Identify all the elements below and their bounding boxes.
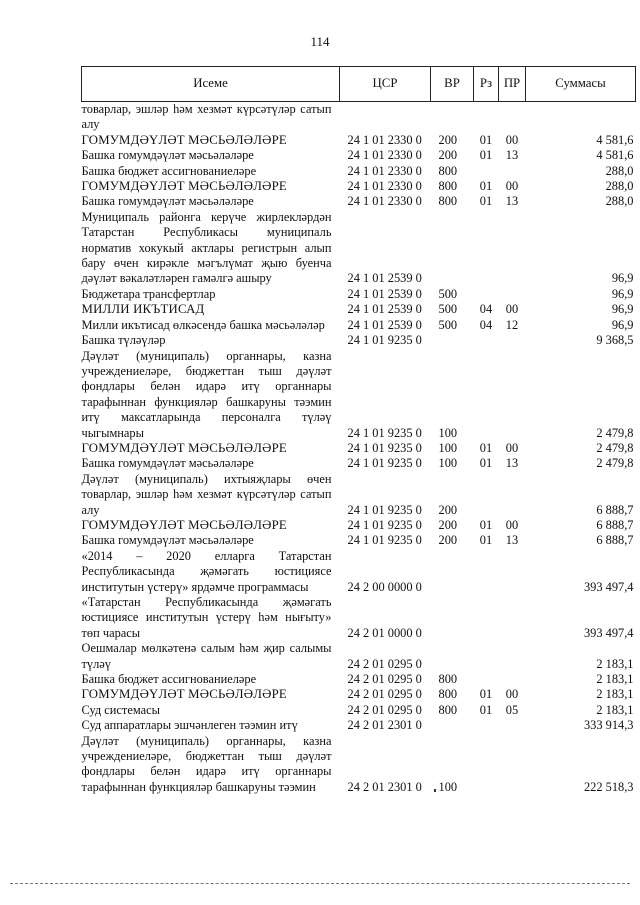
row-pr: 12 (505, 317, 519, 332)
row-csr: 24 1 01 9235 0 (347, 533, 422, 548)
row-rz: 04 (479, 302, 493, 317)
table-row (82, 102, 636, 133)
row-rz: 01 (479, 533, 493, 548)
row-rz: 01 (479, 440, 493, 455)
row-pr (499, 641, 526, 672)
table-row (82, 164, 636, 179)
row-csr: 24 1 01 9235 0 (347, 440, 422, 455)
row-pr (499, 549, 526, 595)
row-name: Муниципаль районга керүче жирлекләрдән Татарстан Республикасы муниципаль норматив хокукый актлары регистрын алып бару өчен кирәкле мәгълүмат җыю буенча дәүләт вәкаләтләрен гамәлгә ашыру (81, 209, 332, 286)
row-name: Башка бюджет ассигнованиеләре (81, 163, 257, 178)
row-name: Дәүләт (муниципаль) ихтыяҗлары өчен товарлар, эшләр һәм хезмәт күрсәтүләр сатып алу (81, 471, 332, 517)
row-pr: 13 (505, 148, 519, 163)
header-vr: ВР (431, 67, 474, 102)
row-sum: 4 581,6 (596, 132, 634, 147)
table-row (82, 703, 636, 718)
row-rz (474, 210, 499, 287)
table-row (82, 641, 636, 672)
table-row (82, 133, 636, 148)
row-csr: 24 2 01 0295 0 (347, 672, 422, 687)
row-vr: 200 (438, 533, 458, 548)
row-pr (499, 102, 526, 133)
row-pr (499, 672, 526, 687)
row-sum: 2 479,8 (596, 425, 634, 440)
row-pr: 13 (505, 456, 519, 471)
row-csr: 24 1 01 2330 0 (347, 148, 422, 163)
table-row (82, 518, 636, 533)
row-vr: 200 (438, 132, 458, 147)
row-name: Суд системасы (81, 702, 160, 717)
row-vr (431, 102, 474, 133)
row-csr (340, 102, 431, 133)
header-rz: Рз (474, 67, 499, 102)
row-name: Башка гомумдәүләт мәсьәләләре (81, 194, 254, 209)
row-sum: 96,9 (611, 271, 634, 286)
row-name: Оешмалар мөлкәтенә салым һәм җир салымы түләү (81, 641, 332, 671)
row-sum: 393 497,4 (583, 625, 634, 640)
row-vr: 100 (438, 456, 458, 471)
row-pr (499, 349, 526, 441)
row-vr (431, 595, 474, 641)
row-vr: 200 (438, 517, 458, 532)
row-pr (499, 210, 526, 287)
table-row (82, 472, 636, 518)
table-row (82, 718, 636, 733)
table-row (82, 441, 636, 456)
row-sum (526, 102, 636, 133)
footer-rule (10, 883, 630, 884)
row-rz (474, 102, 499, 133)
row-name: «2014 – 2020 елларга Татарстан Республикасында җәмәгать юстициясе институтын үстерү» ярдәмче программасы (81, 548, 332, 594)
row-rz: 01 (479, 517, 493, 532)
row-rz: 01 (479, 687, 493, 702)
row-name: ГОМУМДӘҮЛӘТ МӘСЬӘЛӘЛӘРЕ (81, 179, 287, 194)
row-pr: 00 (505, 302, 519, 317)
row-csr: 24 1 01 2330 0 (347, 179, 422, 194)
table-row (82, 179, 636, 194)
table-row (82, 318, 636, 333)
row-name: Дәүләт (муниципаль) органнары, казна учреждениеләре, бюджеттан тыш дәүләт фондлары белән идарә итү органнары тарафыннан функцияләр башкаруны тәэмин (81, 733, 332, 794)
row-pr: 00 (505, 517, 519, 532)
table-row (82, 194, 636, 209)
row-rz (474, 472, 499, 518)
row-sum: 2 183,1 (596, 656, 634, 671)
row-name: ГОМУМДӘҮЛӘТ МӘСЬӘЛӘЛӘРЕ (81, 440, 287, 455)
table-row (82, 595, 636, 641)
row-vr (431, 210, 474, 287)
row-csr: 24 2 01 0295 0 (347, 656, 422, 671)
table-row (82, 333, 636, 348)
row-pr: 13 (505, 194, 519, 209)
table-row (82, 210, 636, 287)
row-sum: 96,9 (611, 317, 634, 332)
row-rz (474, 164, 499, 179)
row-rz (474, 333, 499, 348)
row-vr: 500 (438, 302, 458, 317)
row-vr: 800 (438, 179, 458, 194)
row-csr: 24 2 01 2301 0 (347, 718, 422, 733)
row-rz (474, 641, 499, 672)
row-csr: 24 1 01 9235 0 (347, 517, 422, 532)
row-name: ГОМУМДӘҮЛӘТ МӘСЬӘЛӘЛӘРЕ (81, 517, 287, 532)
row-sum: 6 888,7 (596, 502, 634, 517)
row-csr: 24 1 01 9235 0 (347, 333, 422, 348)
row-pr: 00 (505, 687, 519, 702)
row-name: Дәүләт (муниципаль) органнары, казна учреждениеләре, бюджеттан тыш дәүләт фондлары белән идарә итү органнары тарафыннан функцияләр башкаруны тәэмин итү максатларында персоналга түләү чыгымнары (81, 348, 332, 440)
row-csr: 24 1 01 2330 0 (347, 163, 422, 178)
row-csr: 24 2 01 0295 0 (347, 687, 422, 702)
table-row (82, 148, 636, 163)
table-row (82, 533, 636, 548)
row-vr: 200 (438, 148, 458, 163)
header-sum: Суммасы (526, 67, 636, 102)
row-vr: 100 (438, 440, 458, 455)
row-vr (431, 718, 474, 733)
table-row (82, 349, 636, 441)
row-pr: 00 (505, 179, 519, 194)
row-pr: 00 (505, 132, 519, 147)
table-row (82, 456, 636, 471)
row-pr (499, 287, 526, 302)
row-rz: 01 (479, 702, 493, 717)
scan-speck (434, 789, 436, 792)
row-vr: 500 (438, 286, 458, 301)
row-name: товарлар, эшләр һәм хезмәт күрсәтүләр сатып алу (81, 102, 332, 132)
table-row (82, 302, 636, 317)
row-name: Башка бюджет ассигнованиеләре (81, 672, 257, 687)
row-rz (474, 672, 499, 687)
table-header (82, 67, 636, 102)
row-csr: 24 1 01 9235 0 (347, 456, 422, 471)
table-row (82, 549, 636, 595)
row-sum: 4 581,6 (596, 148, 634, 163)
row-rz: 04 (479, 317, 493, 332)
row-vr: 800 (438, 702, 458, 717)
row-rz (474, 734, 499, 796)
row-sum: 9 368,5 (596, 333, 634, 348)
row-sum: 393 497,4 (583, 579, 634, 594)
row-csr: 24 2 01 0000 0 (347, 625, 422, 640)
row-sum: 288,0 (605, 163, 634, 178)
row-vr (431, 641, 474, 672)
row-csr: 24 1 01 2539 0 (347, 286, 422, 301)
row-pr: 00 (505, 440, 519, 455)
table-body (82, 102, 636, 796)
row-rz (474, 549, 499, 595)
row-rz: 01 (479, 179, 493, 194)
table-row (82, 687, 636, 702)
row-rz (474, 718, 499, 733)
row-pr: 05 (505, 702, 519, 717)
row-name: Милли икътисад өлкәсендә башка мәсьәләләр (81, 317, 325, 332)
row-csr: 24 1 01 2539 0 (347, 317, 422, 332)
row-rz (474, 287, 499, 302)
row-pr (499, 595, 526, 641)
row-pr (499, 333, 526, 348)
row-sum: 96,9 (611, 286, 634, 301)
row-name: Башка түләүләр (81, 333, 166, 348)
row-pr (499, 472, 526, 518)
row-vr: 500 (438, 317, 458, 332)
row-name: Бюджетара трансфертлар (81, 286, 216, 301)
row-name: МИЛЛИ ИКЪТИСАД (81, 302, 205, 317)
row-vr (431, 333, 474, 348)
row-csr: 24 2 01 2301 0 (347, 779, 422, 794)
row-pr (499, 164, 526, 179)
row-sum: 6 888,7 (596, 517, 634, 532)
row-vr: 800 (438, 194, 458, 209)
row-csr: 24 1 01 2330 0 (347, 194, 422, 209)
row-name: Башка гомумдәүләт мәсьәләләре (81, 456, 254, 471)
row-name: Башка гомумдәүләт мәсьәләләре (81, 148, 254, 163)
header-csr: ЦСР (340, 67, 431, 102)
header-row (82, 67, 636, 102)
row-rz: 01 (479, 132, 493, 147)
row-csr: 24 2 01 0295 0 (347, 702, 422, 717)
row-vr: 100 (438, 425, 458, 440)
row-pr (499, 734, 526, 796)
row-name: ГОМУМДӘҮЛӘТ МӘСЬӘЛӘЛӘРЕ (81, 132, 287, 147)
row-rz (474, 349, 499, 441)
row-sum: 333 914,3 (583, 718, 634, 733)
row-sum: 6 888,7 (596, 533, 634, 548)
row-vr: 100 (438, 779, 458, 794)
row-sum: 288,0 (605, 194, 634, 209)
header-name: Исеме (82, 67, 340, 102)
row-sum: 2 183,1 (596, 702, 634, 717)
table-row (82, 287, 636, 302)
row-sum: 2 183,1 (596, 687, 634, 702)
row-vr: 800 (438, 687, 458, 702)
row-vr: 200 (438, 502, 458, 517)
row-rz: 01 (479, 148, 493, 163)
row-sum: 96,9 (611, 302, 634, 317)
row-sum: 2 183,1 (596, 672, 634, 687)
row-rz: 01 (479, 456, 493, 471)
row-csr: 24 1 01 9235 0 (347, 425, 422, 440)
row-pr: 13 (505, 533, 519, 548)
row-rz (474, 595, 499, 641)
row-vr (431, 549, 474, 595)
row-csr: 24 1 01 2539 0 (347, 271, 422, 286)
table-row (82, 734, 636, 796)
row-rz: 01 (479, 194, 493, 209)
row-name: «Татарстан Республикасында җәмәгать юстициясе институтын үстерү һәм нығыту» төп чарасы (81, 595, 332, 640)
row-csr: 24 1 01 2330 0 (347, 132, 422, 147)
row-csr: 24 2 00 0000 0 (347, 579, 422, 594)
budget-table (81, 66, 636, 795)
row-pr (499, 718, 526, 733)
row-name: Суд аппаратлары эшчәнлеген тәэмин итү (81, 718, 298, 733)
row-name: Башка гомумдәүләт мәсьәләләре (81, 533, 254, 548)
row-csr: 24 1 01 2539 0 (347, 302, 422, 317)
row-vr: 800 (438, 163, 458, 178)
page-number: 114 (310, 34, 330, 49)
row-csr: 24 1 01 9235 0 (347, 502, 422, 517)
row-sum: 2 479,8 (596, 440, 634, 455)
table-row (82, 672, 636, 687)
header-pr: ПР (499, 67, 526, 102)
row-name: ГОМУМДӘҮЛӘТ МӘСЬӘЛӘЛӘРЕ (81, 687, 287, 702)
row-sum: 288,0 (605, 179, 634, 194)
row-vr: 800 (438, 672, 458, 687)
row-sum: 2 479,8 (596, 456, 634, 471)
row-sum: 222 518,3 (583, 779, 634, 794)
